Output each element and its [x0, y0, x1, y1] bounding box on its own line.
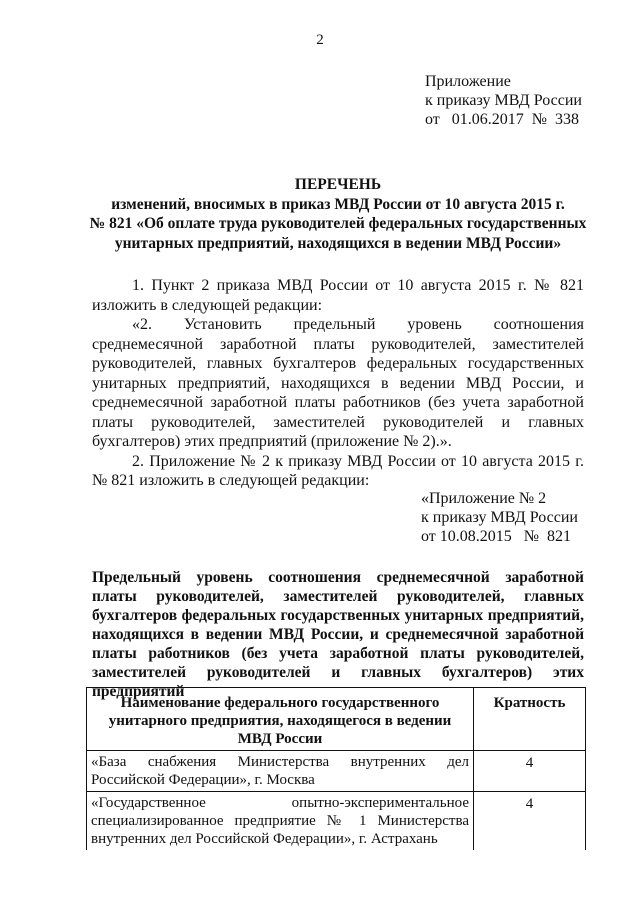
appendix-header-line1: Приложение: [425, 73, 511, 90]
title-heading: ПЕРЕЧЕНЬ: [294, 176, 382, 193]
appendix2-header-line3: от 10.08.2015 № 821: [421, 528, 572, 545]
document-title: [88, 175, 588, 253]
appendix2-header: [421, 489, 578, 546]
title-line3: унитарных предприятий, находящихся в ведении МВД России»: [114, 234, 562, 252]
item1-intro: 1. Пункт 2 приказа МВД России от 10 августа 2015 г. № 821 изложить в следующей редакции:: [92, 277, 584, 314]
table-row: [87, 751, 586, 792]
header-ratio-cell: Кратность: [474, 688, 586, 751]
table-header-row: [87, 688, 586, 751]
appendix2-header-line1: «Приложение № 2: [421, 490, 547, 507]
item1-section: [92, 276, 584, 491]
title-line2: № 821 «Об оплате труда руководителей федеральных государственных: [89, 215, 587, 232]
appendix-header: [425, 72, 582, 129]
section-heading: Предельный уровень соотношения среднемесячной заработной платы руководителей, заместителей руководителей, главных бухгалтеров федеральных государственных унитарных предприятий, находящихся в ведении МВД России, и среднемесячной заработной платы работников (без учета заработной платы руководителей, заместителей руководителей и главных бухгалтеров) этих предприятий: [92, 569, 584, 700]
row-ratio-cell: 4: [474, 792, 586, 851]
row-name-cell: «База снабжения Министерства внутренних дел Российской Федерации», г. Москва: [87, 751, 474, 792]
header-name-cell: Наименование федерального государственного унитарного предприятия, находящегося в ведении МВД России: [87, 688, 474, 751]
table-row: [87, 792, 586, 851]
item1-quote: «2. Установить предельный уровень соотношения среднемесячной заработной платы руководителей, заместителей руководителей, главных бухгалтеров федеральных государственных унитарных предприятий, находящихся в ведении МВД России, и среднемесячной заработной платы работников (без учета заработной платы руководителей, заместителей руководителей и главных бухгалтеров) этих предприятий (приложение № 2).».: [92, 316, 584, 450]
appendix2-header-line2: к приказу МВД России: [421, 509, 578, 526]
row-ratio-cell: 4: [474, 751, 586, 792]
page-number: 2: [316, 32, 324, 48]
appendix-header-line2: к приказу МВД России: [425, 92, 582, 109]
title-line1: изменений, вносимых в приказ МВД России от 10 августа 2015 г.: [111, 195, 565, 213]
ratio-table: [86, 687, 586, 850]
appendix-header-line3: от 01.06.2017 № 338: [425, 111, 580, 128]
item2-intro: 2. Приложение № 2 к приказу МВД России от 10 августа 2015 г. № 821 изложить в следующей редакции:: [92, 452, 584, 489]
row-name-cell: «Государственное опытно-экспериментальное специализированное предприятие № 1 Министерства внутренних дел Российской Федерации», г. Астрахань: [87, 792, 474, 851]
